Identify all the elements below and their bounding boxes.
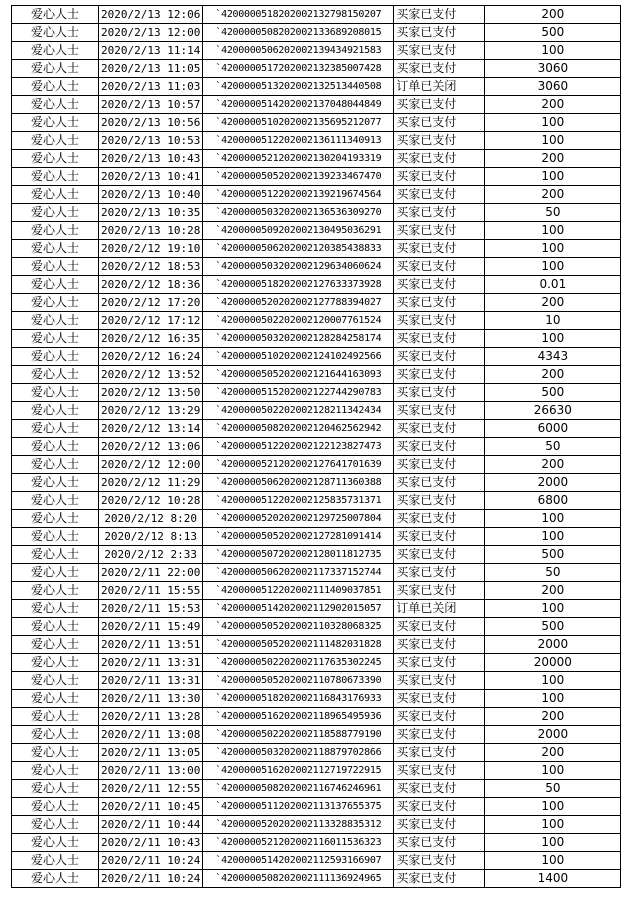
status-cell: 买家已支付 bbox=[394, 780, 485, 798]
table-row bbox=[12, 852, 621, 870]
amount-cell: 6000 bbox=[485, 420, 621, 438]
table-row bbox=[12, 366, 621, 384]
order-number-cell: `4200000508202002133689208015 bbox=[203, 24, 394, 42]
table-row bbox=[12, 870, 621, 888]
status-cell: 买家已支付 bbox=[394, 276, 485, 294]
order-number-cell: `4200000508202002120462562942 bbox=[203, 420, 394, 438]
status-cell: 买家已支付 bbox=[394, 240, 485, 258]
time-cell: 2020/2/13 10:53 bbox=[99, 132, 203, 150]
status-cell: 买家已支付 bbox=[394, 672, 485, 690]
order-number-cell: `4200000518202002132798150207 bbox=[203, 6, 394, 24]
status-cell: 买家已支付 bbox=[394, 618, 485, 636]
status-cell: 订单已关闭 bbox=[394, 600, 485, 618]
time-cell: 2020/2/12 17:12 bbox=[99, 312, 203, 330]
order-number-cell: `4200000521202002116011536323 bbox=[203, 834, 394, 852]
donor-cell: 爱心人士 bbox=[12, 60, 99, 78]
order-number-cell: `4200000514202002112593166907 bbox=[203, 852, 394, 870]
table-row bbox=[12, 96, 621, 114]
status-cell: 买家已支付 bbox=[394, 474, 485, 492]
table-row bbox=[12, 636, 621, 654]
time-cell: 2020/2/11 13:28 bbox=[99, 708, 203, 726]
table-row bbox=[12, 276, 621, 294]
time-cell: 2020/2/12 13:06 bbox=[99, 438, 203, 456]
amount-cell: 100 bbox=[485, 114, 621, 132]
donor-cell: 爱心人士 bbox=[12, 132, 99, 150]
status-cell: 买家已支付 bbox=[394, 726, 485, 744]
amount-cell: 200 bbox=[485, 708, 621, 726]
time-cell: 2020/2/13 10:28 bbox=[99, 222, 203, 240]
amount-cell: 100 bbox=[485, 222, 621, 240]
amount-cell: 50 bbox=[485, 204, 621, 222]
amount-cell: 2000 bbox=[485, 636, 621, 654]
status-cell: 买家已支付 bbox=[394, 132, 485, 150]
status-cell: 买家已支付 bbox=[394, 456, 485, 474]
amount-cell: 100 bbox=[485, 816, 621, 834]
status-cell: 买家已支付 bbox=[394, 744, 485, 762]
status-cell: 买家已支付 bbox=[394, 222, 485, 240]
table-row bbox=[12, 762, 621, 780]
amount-cell: 0.01 bbox=[485, 276, 621, 294]
amount-cell: 200 bbox=[485, 456, 621, 474]
order-number-cell: `4200000512202002139219674564 bbox=[203, 186, 394, 204]
order-number-cell: `4200000502202002120007761524 bbox=[203, 312, 394, 330]
time-cell: 2020/2/11 13:05 bbox=[99, 744, 203, 762]
time-cell: 2020/2/12 10:28 bbox=[99, 492, 203, 510]
donor-cell: 爱心人士 bbox=[12, 384, 99, 402]
time-cell: 2020/2/13 10:35 bbox=[99, 204, 203, 222]
order-number-cell: `4200000507202002128011812735 bbox=[203, 546, 394, 564]
table-row bbox=[12, 492, 621, 510]
donor-cell: 爱心人士 bbox=[12, 708, 99, 726]
order-number-cell: `4200000505202002111482031828 bbox=[203, 636, 394, 654]
amount-cell: 2000 bbox=[485, 726, 621, 744]
donor-cell: 爱心人士 bbox=[12, 852, 99, 870]
donor-cell: 爱心人士 bbox=[12, 168, 99, 186]
amount-cell: 10 bbox=[485, 312, 621, 330]
amount-cell: 100 bbox=[485, 258, 621, 276]
time-cell: 2020/2/12 8:13 bbox=[99, 528, 203, 546]
table-row bbox=[12, 384, 621, 402]
table-row bbox=[12, 744, 621, 762]
order-number-cell: `4200000506202002139434921583 bbox=[203, 42, 394, 60]
amount-cell: 100 bbox=[485, 600, 621, 618]
donor-cell: 爱心人士 bbox=[12, 330, 99, 348]
order-number-cell: `4200000516202002112719722915 bbox=[203, 762, 394, 780]
table-row bbox=[12, 42, 621, 60]
table-row bbox=[12, 816, 621, 834]
table-row bbox=[12, 6, 621, 24]
donor-cell: 爱心人士 bbox=[12, 726, 99, 744]
time-cell: 2020/2/11 22:00 bbox=[99, 564, 203, 582]
amount-cell: 100 bbox=[485, 528, 621, 546]
time-cell: 2020/2/11 15:49 bbox=[99, 618, 203, 636]
table-row bbox=[12, 780, 621, 798]
order-number-cell: `4200000514202002112902015057 bbox=[203, 600, 394, 618]
donor-cell: 爱心人士 bbox=[12, 186, 99, 204]
status-cell: 买家已支付 bbox=[394, 312, 485, 330]
status-cell: 买家已支付 bbox=[394, 168, 485, 186]
time-cell: 2020/2/12 13:29 bbox=[99, 402, 203, 420]
donor-cell: 爱心人士 bbox=[12, 618, 99, 636]
amount-cell: 3060 bbox=[485, 78, 621, 96]
time-cell: 2020/2/12 8:20 bbox=[99, 510, 203, 528]
amount-cell: 200 bbox=[485, 96, 621, 114]
donor-cell: 爱心人士 bbox=[12, 870, 99, 888]
donor-cell: 爱心人士 bbox=[12, 600, 99, 618]
time-cell: 2020/2/12 13:52 bbox=[99, 366, 203, 384]
donor-cell: 爱心人士 bbox=[12, 762, 99, 780]
status-cell: 买家已支付 bbox=[394, 60, 485, 78]
time-cell: 2020/2/11 13:31 bbox=[99, 672, 203, 690]
table-row bbox=[12, 474, 621, 492]
order-number-cell: `4200000503202002118879702866 bbox=[203, 744, 394, 762]
amount-cell: 100 bbox=[485, 690, 621, 708]
amount-cell: 20000 bbox=[485, 654, 621, 672]
time-cell: 2020/2/11 15:53 bbox=[99, 600, 203, 618]
donor-cell: 爱心人士 bbox=[12, 456, 99, 474]
time-cell: 2020/2/13 10:57 bbox=[99, 96, 203, 114]
donor-cell: 爱心人士 bbox=[12, 240, 99, 258]
donor-cell: 爱心人士 bbox=[12, 204, 99, 222]
status-cell: 订单已关闭 bbox=[394, 78, 485, 96]
table-row bbox=[12, 456, 621, 474]
table-row bbox=[12, 204, 621, 222]
table-row bbox=[12, 420, 621, 438]
amount-cell: 50 bbox=[485, 780, 621, 798]
amount-cell: 100 bbox=[485, 798, 621, 816]
status-cell: 买家已支付 bbox=[394, 96, 485, 114]
status-cell: 买家已支付 bbox=[394, 546, 485, 564]
table-row bbox=[12, 168, 621, 186]
donor-cell: 爱心人士 bbox=[12, 744, 99, 762]
order-number-cell: `4200000510202002135695212077 bbox=[203, 114, 394, 132]
table-row bbox=[12, 618, 621, 636]
status-cell: 买家已支付 bbox=[394, 384, 485, 402]
table-row bbox=[12, 402, 621, 420]
time-cell: 2020/2/11 13:08 bbox=[99, 726, 203, 744]
donation-table bbox=[11, 5, 621, 888]
amount-cell: 100 bbox=[485, 168, 621, 186]
table-row bbox=[12, 582, 621, 600]
time-cell: 2020/2/12 2:33 bbox=[99, 546, 203, 564]
time-cell: 2020/2/11 10:24 bbox=[99, 870, 203, 888]
time-cell: 2020/2/12 18:36 bbox=[99, 276, 203, 294]
status-cell: 买家已支付 bbox=[394, 330, 485, 348]
status-cell: 买家已支付 bbox=[394, 798, 485, 816]
status-cell: 买家已支付 bbox=[394, 492, 485, 510]
amount-cell: 100 bbox=[485, 762, 621, 780]
table-row bbox=[12, 726, 621, 744]
amount-cell: 200 bbox=[485, 366, 621, 384]
amount-cell: 1400 bbox=[485, 870, 621, 888]
table-row bbox=[12, 510, 621, 528]
time-cell: 2020/2/12 16:24 bbox=[99, 348, 203, 366]
table-row bbox=[12, 294, 621, 312]
donation-table-body bbox=[12, 6, 621, 888]
order-number-cell: `4200000503202002128284258174 bbox=[203, 330, 394, 348]
time-cell: 2020/2/12 12:00 bbox=[99, 456, 203, 474]
status-cell: 买家已支付 bbox=[394, 204, 485, 222]
order-number-cell: `4200000505202002110780673390 bbox=[203, 672, 394, 690]
donor-cell: 爱心人士 bbox=[12, 780, 99, 798]
donor-cell: 爱心人士 bbox=[12, 690, 99, 708]
time-cell: 2020/2/11 12:55 bbox=[99, 780, 203, 798]
order-number-cell: `4200000510202002124102492566 bbox=[203, 348, 394, 366]
status-cell: 买家已支付 bbox=[394, 6, 485, 24]
time-cell: 2020/2/13 11:03 bbox=[99, 78, 203, 96]
donor-cell: 爱心人士 bbox=[12, 114, 99, 132]
order-number-cell: `4200000512202002125835731371 bbox=[203, 492, 394, 510]
order-number-cell: `4200000515202002122744290783 bbox=[203, 384, 394, 402]
time-cell: 2020/2/11 10:24 bbox=[99, 852, 203, 870]
amount-cell: 100 bbox=[485, 42, 621, 60]
amount-cell: 500 bbox=[485, 546, 621, 564]
amount-cell: 200 bbox=[485, 150, 621, 168]
order-number-cell: `4200000521202002130204193319 bbox=[203, 150, 394, 168]
status-cell: 买家已支付 bbox=[394, 528, 485, 546]
amount-cell: 100 bbox=[485, 834, 621, 852]
table-row bbox=[12, 78, 621, 96]
time-cell: 2020/2/12 13:50 bbox=[99, 384, 203, 402]
order-number-cell: `4200000514202002137048044849 bbox=[203, 96, 394, 114]
donor-cell: 爱心人士 bbox=[12, 510, 99, 528]
status-cell: 买家已支付 bbox=[394, 186, 485, 204]
time-cell: 2020/2/12 18:53 bbox=[99, 258, 203, 276]
time-cell: 2020/2/13 10:40 bbox=[99, 186, 203, 204]
status-cell: 买家已支付 bbox=[394, 636, 485, 654]
amount-cell: 50 bbox=[485, 564, 621, 582]
time-cell: 2020/2/11 10:43 bbox=[99, 834, 203, 852]
donor-cell: 爱心人士 bbox=[12, 528, 99, 546]
table-row bbox=[12, 708, 621, 726]
time-cell: 2020/2/13 10:56 bbox=[99, 114, 203, 132]
amount-cell: 100 bbox=[485, 240, 621, 258]
order-number-cell: `4200000518202002127633373928 bbox=[203, 276, 394, 294]
amount-cell: 50 bbox=[485, 438, 621, 456]
order-number-cell: `4200000511202002113137655375 bbox=[203, 798, 394, 816]
table-row bbox=[12, 114, 621, 132]
status-cell: 买家已支付 bbox=[394, 348, 485, 366]
status-cell: 买家已支付 bbox=[394, 294, 485, 312]
status-cell: 买家已支付 bbox=[394, 258, 485, 276]
table-row bbox=[12, 690, 621, 708]
status-cell: 买家已支付 bbox=[394, 510, 485, 528]
status-cell: 买家已支付 bbox=[394, 762, 485, 780]
order-number-cell: `4200000506202002117337152744 bbox=[203, 564, 394, 582]
time-cell: 2020/2/13 11:05 bbox=[99, 60, 203, 78]
donor-cell: 爱心人士 bbox=[12, 24, 99, 42]
donor-cell: 爱心人士 bbox=[12, 312, 99, 330]
status-cell: 买家已支付 bbox=[394, 24, 485, 42]
table-row bbox=[12, 60, 621, 78]
table-row bbox=[12, 150, 621, 168]
amount-cell: 100 bbox=[485, 330, 621, 348]
table-row bbox=[12, 330, 621, 348]
table-row bbox=[12, 834, 621, 852]
time-cell: 2020/2/11 13:00 bbox=[99, 762, 203, 780]
status-cell: 买家已支付 bbox=[394, 816, 485, 834]
amount-cell: 100 bbox=[485, 132, 621, 150]
table-row bbox=[12, 528, 621, 546]
donor-cell: 爱心人士 bbox=[12, 798, 99, 816]
time-cell: 2020/2/13 12:06 bbox=[99, 6, 203, 24]
donor-cell: 爱心人士 bbox=[12, 258, 99, 276]
donor-cell: 爱心人士 bbox=[12, 546, 99, 564]
donor-cell: 爱心人士 bbox=[12, 402, 99, 420]
time-cell: 2020/2/11 10:44 bbox=[99, 816, 203, 834]
order-number-cell: `4200000506202002128711360388 bbox=[203, 474, 394, 492]
status-cell: 买家已支付 bbox=[394, 42, 485, 60]
amount-cell: 2000 bbox=[485, 474, 621, 492]
status-cell: 买家已支付 bbox=[394, 114, 485, 132]
table-row bbox=[12, 564, 621, 582]
time-cell: 2020/2/13 11:14 bbox=[99, 42, 203, 60]
amount-cell: 26630 bbox=[485, 402, 621, 420]
donor-cell: 爱心人士 bbox=[12, 222, 99, 240]
time-cell: 2020/2/11 13:51 bbox=[99, 636, 203, 654]
amount-cell: 500 bbox=[485, 618, 621, 636]
table-row bbox=[12, 600, 621, 618]
donor-cell: 爱心人士 bbox=[12, 150, 99, 168]
order-number-cell: `4200000508202002116746246961 bbox=[203, 780, 394, 798]
time-cell: 2020/2/13 12:00 bbox=[99, 24, 203, 42]
order-number-cell: `4200000502202002128211342434 bbox=[203, 402, 394, 420]
order-number-cell: `4200000508202002111136924965 bbox=[203, 870, 394, 888]
table-row bbox=[12, 312, 621, 330]
amount-cell: 200 bbox=[485, 744, 621, 762]
status-cell: 买家已支付 bbox=[394, 870, 485, 888]
table-row bbox=[12, 24, 621, 42]
status-cell: 买家已支付 bbox=[394, 582, 485, 600]
order-number-cell: `4200000503202002129634060624 bbox=[203, 258, 394, 276]
time-cell: 2020/2/12 11:29 bbox=[99, 474, 203, 492]
amount-cell: 200 bbox=[485, 6, 621, 24]
amount-cell: 3060 bbox=[485, 60, 621, 78]
table-row bbox=[12, 186, 621, 204]
donor-cell: 爱心人士 bbox=[12, 6, 99, 24]
status-cell: 买家已支付 bbox=[394, 402, 485, 420]
amount-cell: 500 bbox=[485, 384, 621, 402]
donor-cell: 爱心人士 bbox=[12, 42, 99, 60]
donor-cell: 爱心人士 bbox=[12, 636, 99, 654]
donor-cell: 爱心人士 bbox=[12, 492, 99, 510]
table-row bbox=[12, 438, 621, 456]
donor-cell: 爱心人士 bbox=[12, 582, 99, 600]
donor-cell: 爱心人士 bbox=[12, 276, 99, 294]
order-number-cell: `4200000512202002136111340913 bbox=[203, 132, 394, 150]
donor-cell: 爱心人士 bbox=[12, 438, 99, 456]
time-cell: 2020/2/11 13:31 bbox=[99, 654, 203, 672]
order-number-cell: `4200000512202002122123827473 bbox=[203, 438, 394, 456]
time-cell: 2020/2/12 13:14 bbox=[99, 420, 203, 438]
amount-cell: 4343 bbox=[485, 348, 621, 366]
order-number-cell: `4200000520202002127788394027 bbox=[203, 294, 394, 312]
order-number-cell: `4200000517202002132385007428 bbox=[203, 60, 394, 78]
table-row bbox=[12, 654, 621, 672]
status-cell: 买家已支付 bbox=[394, 564, 485, 582]
table-row bbox=[12, 546, 621, 564]
status-cell: 买家已支付 bbox=[394, 690, 485, 708]
order-number-cell: `4200000505202002110328068325 bbox=[203, 618, 394, 636]
status-cell: 买家已支付 bbox=[394, 708, 485, 726]
order-number-cell: `4200000506202002120385438833 bbox=[203, 240, 394, 258]
donor-cell: 爱心人士 bbox=[12, 564, 99, 582]
donor-cell: 爱心人士 bbox=[12, 672, 99, 690]
time-cell: 2020/2/12 17:20 bbox=[99, 294, 203, 312]
donor-cell: 爱心人士 bbox=[12, 816, 99, 834]
donor-cell: 爱心人士 bbox=[12, 348, 99, 366]
order-number-cell: `4200000520202002113328835312 bbox=[203, 816, 394, 834]
donor-cell: 爱心人士 bbox=[12, 96, 99, 114]
order-number-cell: `4200000512202002111409037851 bbox=[203, 582, 394, 600]
table-row bbox=[12, 672, 621, 690]
table-row bbox=[12, 240, 621, 258]
donor-cell: 爱心人士 bbox=[12, 474, 99, 492]
time-cell: 2020/2/11 15:55 bbox=[99, 582, 203, 600]
status-cell: 买家已支付 bbox=[394, 852, 485, 870]
donor-cell: 爱心人士 bbox=[12, 420, 99, 438]
status-cell: 买家已支付 bbox=[394, 150, 485, 168]
donor-cell: 爱心人士 bbox=[12, 366, 99, 384]
order-number-cell: `4200000502202002118588779190 bbox=[203, 726, 394, 744]
time-cell: 2020/2/11 13:30 bbox=[99, 690, 203, 708]
amount-cell: 200 bbox=[485, 186, 621, 204]
donor-cell: 爱心人士 bbox=[12, 834, 99, 852]
order-number-cell: `4200000505202002139233467470 bbox=[203, 168, 394, 186]
order-number-cell: `4200000503202002136536309270 bbox=[203, 204, 394, 222]
order-number-cell: `4200000520202002129725007804 bbox=[203, 510, 394, 528]
status-cell: 买家已支付 bbox=[394, 366, 485, 384]
donor-cell: 爱心人士 bbox=[12, 654, 99, 672]
status-cell: 买家已支付 bbox=[394, 834, 485, 852]
donor-cell: 爱心人士 bbox=[12, 78, 99, 96]
order-number-cell: `4200000516202002118965495936 bbox=[203, 708, 394, 726]
table-row bbox=[12, 798, 621, 816]
amount-cell: 100 bbox=[485, 852, 621, 870]
time-cell: 2020/2/13 10:43 bbox=[99, 150, 203, 168]
amount-cell: 500 bbox=[485, 24, 621, 42]
amount-cell: 100 bbox=[485, 510, 621, 528]
table-row bbox=[12, 132, 621, 150]
time-cell: 2020/2/11 10:45 bbox=[99, 798, 203, 816]
status-cell: 买家已支付 bbox=[394, 654, 485, 672]
order-number-cell: `4200000513202002132513440508 bbox=[203, 78, 394, 96]
order-number-cell: `4200000509202002130495036291 bbox=[203, 222, 394, 240]
amount-cell: 200 bbox=[485, 294, 621, 312]
amount-cell: 6800 bbox=[485, 492, 621, 510]
table-row bbox=[12, 348, 621, 366]
amount-cell: 200 bbox=[485, 582, 621, 600]
time-cell: 2020/2/12 16:35 bbox=[99, 330, 203, 348]
order-number-cell: `4200000502202002117635302245 bbox=[203, 654, 394, 672]
status-cell: 买家已支付 bbox=[394, 420, 485, 438]
order-number-cell: `4200000505202002127281091414 bbox=[203, 528, 394, 546]
amount-cell: 100 bbox=[485, 672, 621, 690]
donor-cell: 爱心人士 bbox=[12, 294, 99, 312]
order-number-cell: `4200000518202002116843176933 bbox=[203, 690, 394, 708]
order-number-cell: `4200000521202002127641701639 bbox=[203, 456, 394, 474]
time-cell: 2020/2/13 10:41 bbox=[99, 168, 203, 186]
table-row bbox=[12, 222, 621, 240]
order-number-cell: `4200000505202002121644163093 bbox=[203, 366, 394, 384]
time-cell: 2020/2/12 19:10 bbox=[99, 240, 203, 258]
status-cell: 买家已支付 bbox=[394, 438, 485, 456]
table-row bbox=[12, 258, 621, 276]
